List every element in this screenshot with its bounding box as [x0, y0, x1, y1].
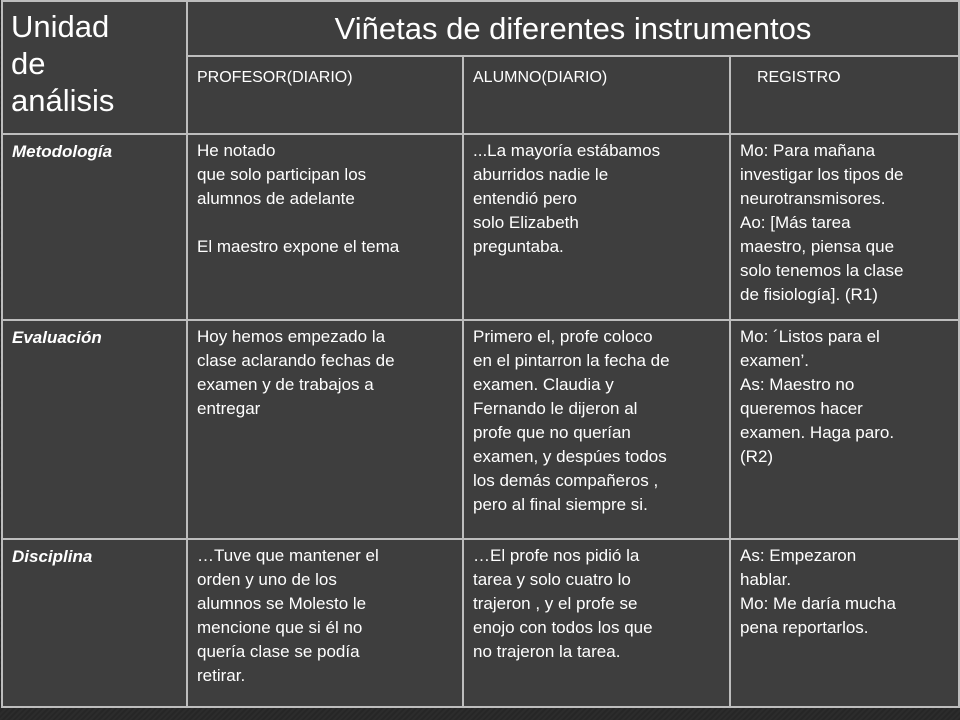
cell-profesor	[187, 320, 463, 539]
cell-line: clase aclarando fechas de	[197, 351, 395, 370]
cell-line: Mo: Para mañana	[740, 141, 876, 160]
cell-line: solo Elizabeth	[473, 213, 579, 232]
cell-line: no trajeron la tarea.	[473, 642, 621, 661]
analysis-table	[1, 0, 960, 708]
unit-header-cell	[2, 1, 187, 134]
cell-line: investigar los tipos de	[740, 165, 904, 184]
cell-line: Mo: ´Listos para el	[740, 327, 880, 346]
cell-gap	[197, 211, 454, 235]
cell-registro	[730, 134, 959, 320]
cell-line: mencione que si él no	[197, 618, 363, 637]
cell-line: queremos hacer	[740, 399, 863, 418]
cell-profesor	[187, 539, 463, 707]
unit-header-line: análisis	[11, 83, 115, 118]
column-header-alumno: ALUMNO(DIARIO)	[463, 56, 730, 134]
cell-line: ...La mayoría estábamos	[473, 141, 661, 160]
column-header-profesor: PROFESOR(DIARIO)	[187, 56, 463, 134]
row-label: Metodología	[2, 134, 187, 320]
table-title: Viñetas de diferentes instrumentos	[187, 1, 959, 56]
cell-line: examen’.	[740, 351, 809, 370]
cell-profesor	[187, 134, 463, 320]
row-label: Evaluación	[2, 320, 187, 539]
cell-line: orden y uno de los	[197, 570, 337, 589]
cell-line: alumnos se Molesto le	[197, 594, 367, 613]
cell-registro	[730, 539, 959, 707]
cell-line: quería clase se podía	[197, 642, 360, 661]
cell-line: Hoy hemos empezado la	[197, 327, 386, 346]
cell-line: …Tuve que mantener el	[197, 546, 379, 565]
cell-line: que solo participan los	[197, 165, 367, 184]
cell-line: entendió pero	[473, 189, 577, 208]
cell-alumno	[463, 134, 730, 320]
cell-line: Primero el, profe coloco	[473, 327, 653, 346]
cell-line: preguntaba.	[473, 237, 564, 256]
cell-line: examen y de trabajos a	[197, 375, 374, 394]
cell-alumno	[463, 539, 730, 707]
unit-header-line: Unidad	[11, 9, 110, 44]
table-row-metodologia	[2, 134, 959, 320]
unit-header-line: de	[11, 46, 46, 81]
cell-line: los demás compañeros ,	[473, 471, 659, 490]
cell-line: pena reportarlos.	[740, 618, 869, 637]
cell-line: neurotransmisores.	[740, 189, 886, 208]
cell-line: retirar.	[197, 666, 246, 685]
cell-line: maestro, piensa que	[740, 237, 895, 256]
cell-line: As: Empezaron	[740, 546, 857, 565]
cell-line: examen. Haga paro.	[740, 423, 895, 442]
cell-line: He notado	[197, 141, 276, 160]
cell-line: Fernando le dijeron al	[473, 399, 638, 418]
row-label: Disciplina	[2, 539, 187, 707]
cell-line: hablar.	[740, 570, 792, 589]
cell-line: pero al final siempre si.	[473, 495, 648, 514]
cell-line: enojo con todos los que	[473, 618, 653, 637]
cell-line: profe que no querían	[473, 423, 631, 442]
column-header-registro: REGISTRO	[730, 56, 959, 134]
cell-line: de fisiología]. (R1)	[740, 285, 878, 304]
header-row-title	[2, 1, 959, 56]
cell-line: solo tenemos la clase	[740, 261, 904, 280]
cell-line: As: Maestro no	[740, 375, 855, 394]
cell-line: tarea y solo cuatro lo	[473, 570, 631, 589]
cell-line: alumnos de adelante	[197, 189, 355, 208]
cell-line: entregar	[197, 399, 261, 418]
cell-line: examen, y despúes todos	[473, 447, 667, 466]
cell-line: en el pintarron la fecha de	[473, 351, 670, 370]
cell-registro	[730, 320, 959, 539]
cell-line: El maestro expone el tema	[197, 237, 400, 256]
table-row-disciplina	[2, 539, 959, 707]
cell-line: …El profe nos pidió la	[473, 546, 640, 565]
cell-line: examen. Claudia y	[473, 375, 614, 394]
cell-line: aburridos nadie le	[473, 165, 609, 184]
cell-line: Mo: Me daría mucha	[740, 594, 896, 613]
cell-line: trajeron , y el profe se	[473, 594, 638, 613]
cell-alumno	[463, 320, 730, 539]
cell-line: (R2)	[740, 447, 774, 466]
cell-line: Ao: [Más tarea	[740, 213, 851, 232]
table-row-evaluacion	[2, 320, 959, 539]
